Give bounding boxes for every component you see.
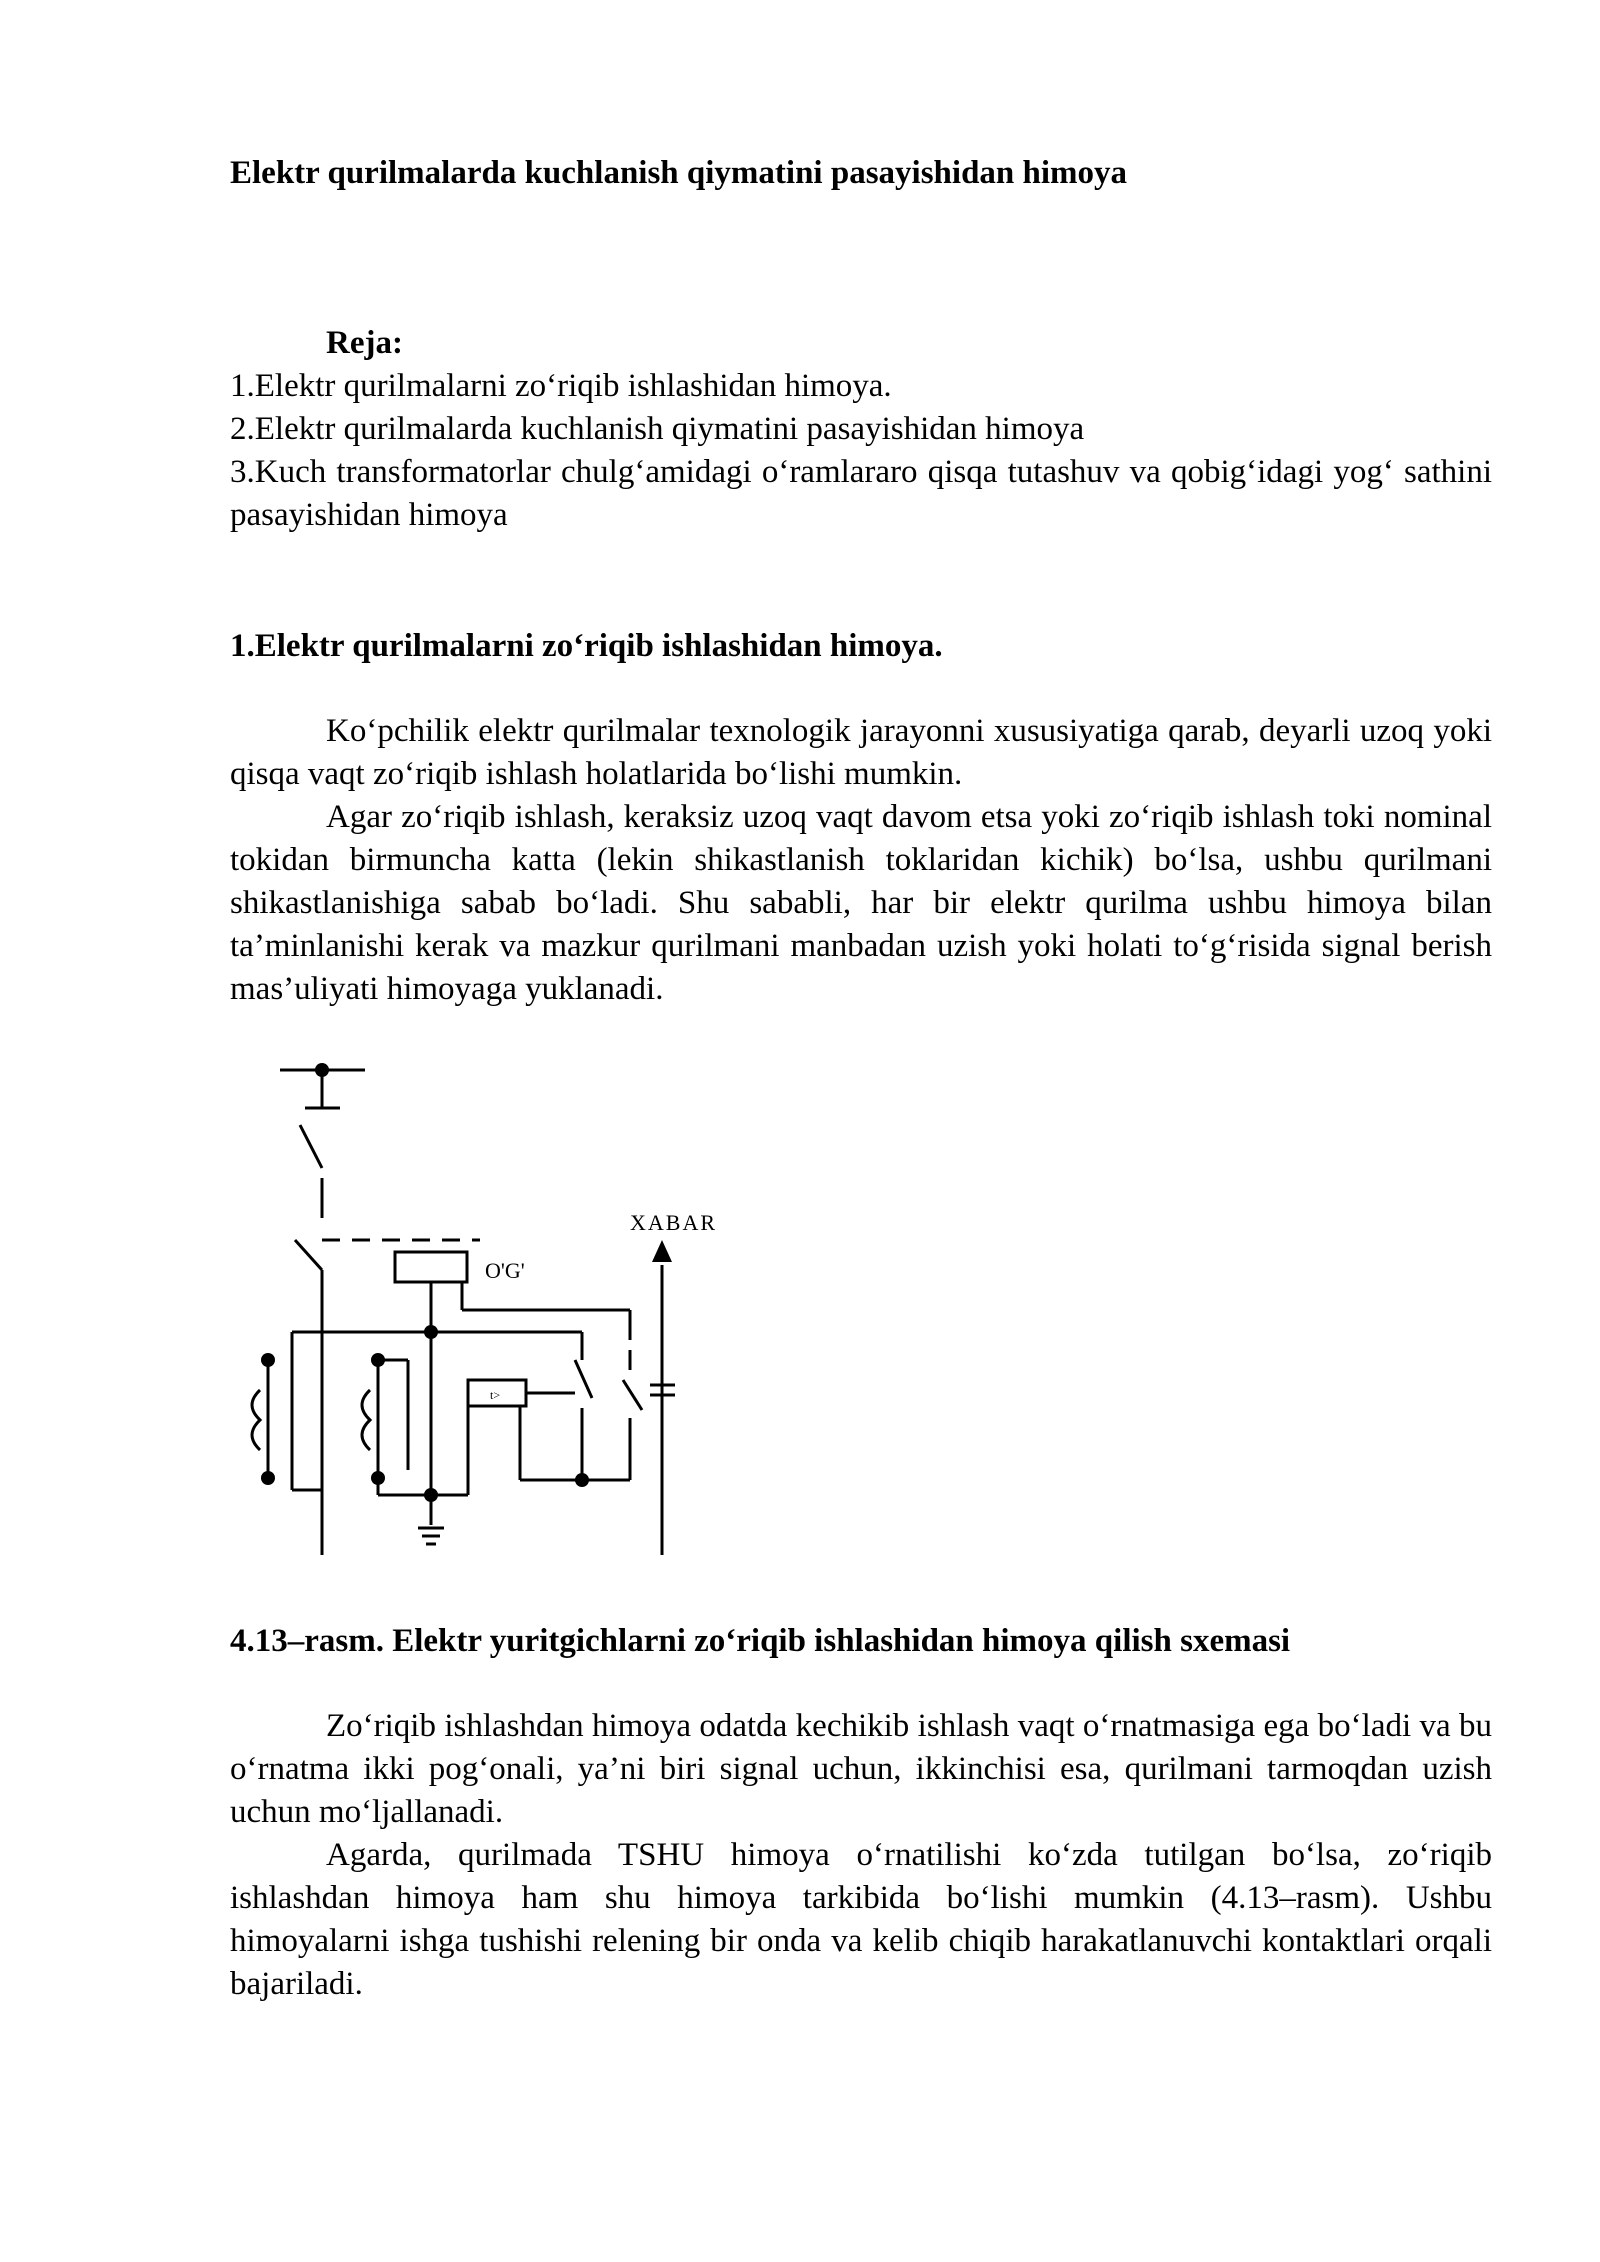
section-heading: 1.Elektr qurilmalarni zo‘riqib ishlashidan himoya. (230, 628, 943, 664)
protection-circuit-diagram (230, 1050, 750, 1580)
plan-item: 2.Elektr qurilmalarda kuchlanish qiymatini pasayishidan himoya (230, 411, 1085, 447)
paragraph: Ko‘pchilik elektr qurilmalar texnologik jarayonni xususiyatiga qarab, deyarli uzoq yoki qisqa vaqt zo‘riqib ishlash holatlarida bo‘lishi mumkin. (230, 713, 1492, 792)
plan-heading: Reja: (326, 325, 403, 361)
plan-item: 1.Elektr qurilmalarni zo‘riqib ishlashidan himoya. (230, 368, 892, 404)
paragraph: Agar zo‘riqib ishlash, keraksiz uzoq vaqt davom etsa yoki zo‘riqib ishlash toki nominal tokidan birmuncha katta (lekin shikastlanish toklaridan kichik) bo‘lsa, ushbu qurilmani shikastlanishiga sabab bo‘ladi. Shu sababli, har bir elektr qurilma ushbu himoya bilan ta’minlanishi kerak va mazkur qurilmani manbadan uzish yoki holati to‘g‘risida signal berish mas’uliyati himoyaga yuklanadi. (230, 799, 1492, 1007)
document-title: Elektr qurilmalarda kuchlanish qiymatini pasayishidan himoya (230, 155, 1128, 191)
plan-list (230, 365, 1492, 537)
paragraph: Agarda, qurilmada TSHU himoya o‘rnatilishi ko‘zda tutilgan bo‘lsa, zo‘riqib ishlashdan himoya ham shu himoya tarkibida bo‘lishi mumkin (4.13–rasm). Ushbu himoyalarni ishga tushishi relening bir onda va kelib chiqib harakatlanuvchi kontaktlari orqali bajariladi. (230, 1837, 1492, 2002)
figure-caption: 4.13–rasm. Elektr yuritgichlarni zo‘riqib ishlashidan himoya qilish sxemasi (230, 1623, 1291, 1659)
signal-label: XABAR (630, 1210, 718, 1235)
section-body (230, 710, 1492, 1011)
relay-label: O'G' (485, 1258, 525, 1283)
plan-item: 3.Kuch transformatorlar chulg‘amidagi o‘ramlararo qisqa tutashuv va qobig‘idagi yog‘ sathini pasayishidan himoya (230, 454, 1492, 533)
paragraph: Zo‘riqib ishlashdan himoya odatda kechikib ishlash vaqt o‘rnatmasiga ega bo‘ladi va bu o‘rnatma ikki pog‘onali, ya’ni biri signal uchun, ikkinchisi esa, qurilmani tarmoqdan uzish uchun mo‘ljallanadi. (230, 1708, 1492, 1830)
timer-label: t> (490, 1388, 501, 1402)
section-body (230, 1705, 1492, 2006)
